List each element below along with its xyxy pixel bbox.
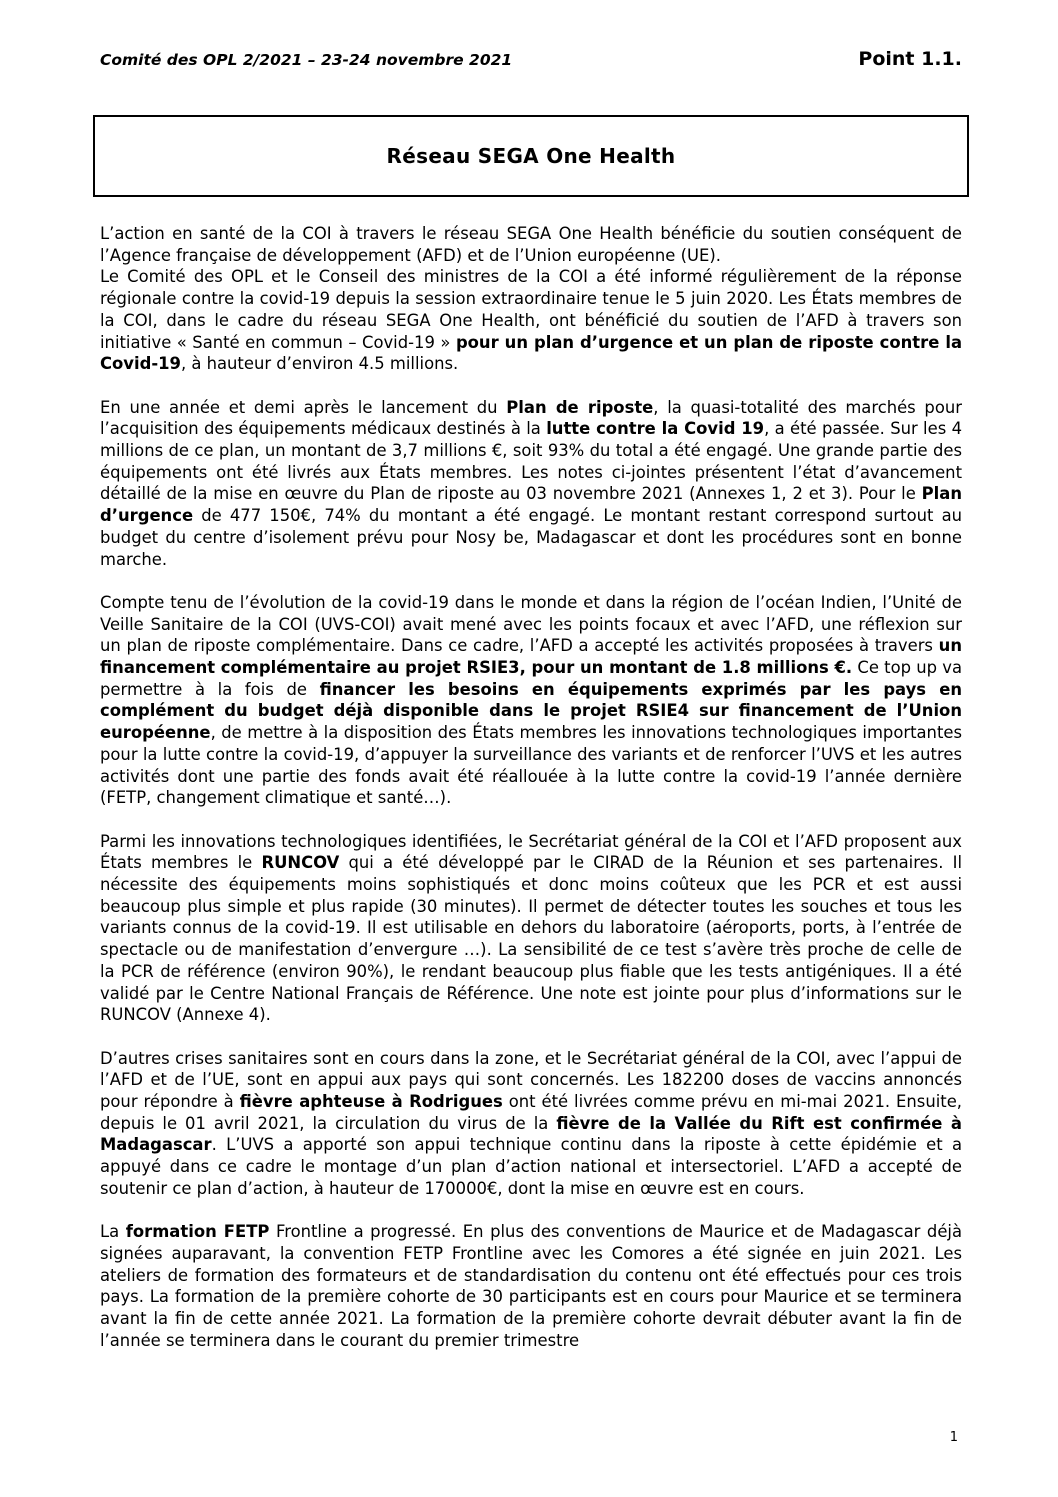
- paragraph: Le Comité des OPL et le Conseil des ministres de la COI a été informé régulièrement de la réponse régionale contre la covid-19 depuis la session extraordinaire tenue le 5 juin 2020. Les États membres de la COI, dans le cadre du réseau SEGA One Health, ont bénéficié du soutien de l’AFD à travers son initiative « Santé en commun – Covid-19 » pour un plan d’urgence et un plan de riposte contre la Covid-19, à hauteur d’environ 4.5 millions.: [100, 267, 963, 374]
- paragraph: D’autres crises sanitaires sont en cours dans la zone, et le Secrétariat général de la COI, avec l’appui de l’AFD et de l’UE, sont en appui aux pays qui sont concernés. Les 182200 doses de vaccins annoncés pour répondre à fièvre aphteuse à Rodrigues ont été livrées comme prévu en mi-mai 2021. Ensuite, depuis le 01 avril 2021, la circulation du virus de la fièvre de la Vallée du Rift est confirmée à Madagascar. L’UVS a apporté son appui technique continu dans la riposte à cette épidémie et a appuyé dans ce cadre le montage d’un plan d’action national et intersectoriel. L’AFD a accepté de soutenir ce plan d’action, à hauteur de 170000€, dont la mise en œuvre est en cours.: [100, 1048, 963, 1198]
- paragraph: Compte tenu de l’évolution de la covid-19 dans le monde et dans la région de l’océan Indien, l’Unité de Veille Sanitaire de la COI (UVS-COI) avait mené avec les points focaux et avec l’AFD, une réflexion sur un plan de riposte complémentaire. Dans ce cadre, l’AFD a accepté les activités proposées à travers un financement complémentaire au projet RSIE3, pour un montant de 1.8 millions €. Ce top up va permettre à la fois de financer les besoins en équipements exprimés par les pays en complément du budget déjà disponible dans le projet RSIE4 sur financement de l’Union européenne, de mettre à la disposition des États membres les innovations technologiques importantes pour la lutte contre la covid-19, d’appuyer la surveillance des variants et de renforcer l’UVS et les autres activités dont une partie des fonds avait été réallouée à la lutte contre la covid-19 l’année dernière (FETP, changement climatique et santé…).: [100, 592, 963, 808]
- page-number: 1: [949, 1430, 958, 1445]
- paragraph-block: [100, 1048, 962, 1200]
- paragraph: La formation FETP Frontline a progressé. En plus des conventions de Maurice et de Madagascar déjà signées auparavant, la convention FETP Frontline avec les Comores a été signée en juin 2021. Les ateliers de formation des formateurs et de standardisation du contenu ont été effectués pour ces trois pays. La formation de la première cohorte de 30 participants est en cours pour Maurice et se terminera avant la fin de cette année 2021. La formation de la première cohorte devrait débuter avant la fin de l’année se terminera dans le courant du premier trimestre: [100, 1222, 963, 1350]
- header-committee-label: Comité des OPL 2/2021 – 23-24 novembre 2021: [100, 51, 513, 69]
- page-footer: [950, 1430, 958, 1445]
- document-title: Réseau SEGA One Health: [386, 144, 676, 168]
- paragraph: En une année et demi après le lancement du Plan de riposte, la quasi-totalité des marchés pour l’acquisition des équipements médicaux destinés à la lutte contre la Covid 19, a été passée. Sur les 4 millions de ce plan, un montant de 3,7 millions €, soit 93% du total a été engagé. Une grande partie des équipements ont été livrés aux États membres. Les notes ci-jointes présentent l’état d’avancement détaillé de la mise en œuvre du Plan de riposte au 03 novembre 2021 (Annexes 1, 2 et 3). Pour le Plan d’urgence de 477 150€, 74% du montant a été engagé. Le montant restant correspond surtout au budget du centre d’isolement prévu pour Nosy be, Madagascar et dont les procédures sont en bonne marche.: [100, 397, 963, 569]
- paragraph-block: [100, 1221, 962, 1351]
- title-box: [93, 115, 969, 197]
- document-body: [100, 223, 962, 1351]
- paragraph-block: [100, 223, 962, 375]
- paragraph: L’action en santé de la COI à travers le réseau SEGA One Health bénéficie du soutien conséquent de l’Agence française de développement (AFD) et de l’Union européenne (UE).: [100, 224, 962, 265]
- document-header: [100, 48, 962, 70]
- paragraph-block: [100, 831, 962, 1026]
- header-point-label: Point 1.1.: [858, 48, 962, 70]
- paragraph-block: [100, 592, 962, 809]
- paragraph: Parmi les innovations technologiques identifiées, le Secrétariat général de la COI et l’AFD proposent aux États membres le RUNCOV qui a été développé par le CIRAD de la Réunion et ses partenaires. Il nécessite des équipements moins sophistiqués et donc moins coûteux que les PCR et est aussi beaucoup plus simple et plus rapide (30 minutes). Il permet de détecter toutes les souches et tous les variants connus de la covid-19. Il est utilisable en dehors du laboratoire (aéroports, ports, à l’entrée de spectacle ou de manifestation d’envergure …). La sensibilité de ce test s’avère très proche de celle de la PCR de référence (environ 90%), le rendant beaucoup plus fiable que les tests antigéniques. Il a été validé par le Centre National Français de Référence. Une note est jointe pour plus d’informations sur le RUNCOV (Annexe 4).: [100, 831, 962, 1025]
- paragraph-block: [100, 397, 962, 571]
